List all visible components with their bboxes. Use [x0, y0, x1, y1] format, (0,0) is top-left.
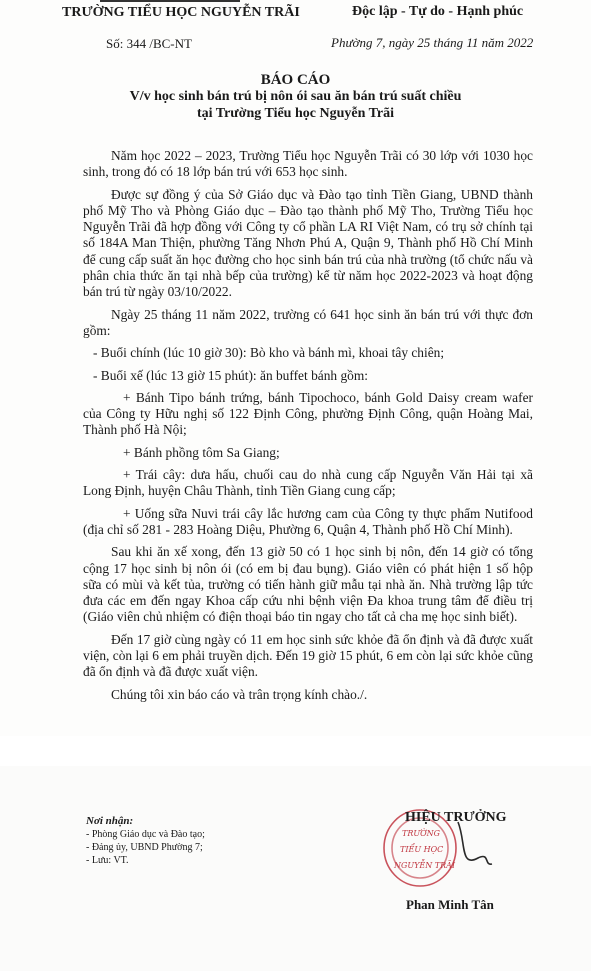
paragraph-milk: + Uống sữa Nuvi trái cây lắc hương cam của Công ty thực phẩm Nutifood (địa chỉ số 281 - 283 Hoàng Diệu, Phường 6, Quận 4, Thành phố Hồ Chí Minh). [83, 505, 533, 537]
paragraph-cakes: + Bánh Tipo bánh trứng, bánh Tipochoco, bánh Gold Daisy cream wafer của Công ty Hữu nghị số 122 Định Công, phường Định Công, quận Hoàng Mai, Thành phố Hà Nội; [83, 389, 533, 438]
paragraph-snack-meal: - Buổi xế (lúc 13 giờ 15 phút): ăn buffet bánh gồm: [93, 367, 368, 383]
paragraph-overview: Năm học 2022 – 2023, Trường Tiểu học Nguyễn Trãi có 30 lớp với 1030 học sinh, trong đó có 18 lớp bán trú với 653 học sinh. [83, 148, 533, 180]
document-page-2 [0, 766, 591, 971]
document-title: BÁO CÁO [260, 72, 331, 88]
stamp-line-3: NGUYỄN TRÃI [394, 861, 456, 870]
recipients-heading: Nơi nhận: [86, 815, 134, 827]
signatory-title: HIỆU TRƯỞNG [405, 810, 507, 825]
recipients-block [86, 815, 205, 867]
document-subject-line-1: V/v học sinh bán trú bị nôn ói sau ăn bán trú suất chiều [129, 89, 462, 104]
recipient-item: - Lưu: VT. [86, 855, 129, 866]
paragraph-shrimp-chips: + Bánh phồng tôm Sa Giang; [123, 444, 280, 460]
report-body [83, 148, 533, 709]
paragraph-main-meal: - Buổi chính (lúc 10 giờ 30): Bò kho và bánh mì, khoai tây chiên; [93, 345, 445, 361]
document-date: Phường 7, ngày 25 tháng 11 năm 2022 [331, 35, 534, 50]
paragraph-closing: Chúng tôi xin báo cáo và trân trọng kính chào./. [111, 686, 368, 702]
recipient-item: - Phòng Giáo dục và Đào tạo; [86, 829, 205, 840]
signatory-name: Phan Minh Tân [406, 897, 494, 912]
school-name: TRƯỜNG TIỂU HỌC NGUYỄN TRÃI [62, 5, 300, 20]
paragraph-contract: Được sự đồng ý của Sở Giáo dục và Đào tạo tỉnh Tiền Giang, UBND thành phố Mỹ Tho và Phòng Giáo dục – Đào tạo thành phố Mỹ Tho, Trường Tiểu học Nguyễn Trãi đã hợp đồng với Công ty cổ phần LA RI Việt Nam, có trụ sở chính tại số 184A Man Thiện, phường Tăng Nhơn Phú A, Quận 9, Thành phố Hồ Chí Minh để cung cấp suất ăn học đường cho học sinh bán trú của nhà trường (tổ chức nấu và phân chia thức ăn tại nhà bếp của trường) kể từ năm học 2022-2023 và hoạt động bán trú từ ngày 03/10/2022. [83, 186, 533, 300]
stamp-line-1: TRƯỜNG [402, 829, 441, 838]
national-motto: Độc lập - Tự do - Hạnh phúc [352, 4, 524, 19]
document-number: Số: 344 /BC-NT [106, 36, 192, 51]
paragraph-menu-intro: Ngày 25 tháng 11 năm 2022, trường có 641 học sinh ăn bán trú với thực đơn gồm: [83, 306, 533, 338]
paragraph-fruit: + Trái cây: dưa hấu, chuối cau do nhà cung cấp Nguyễn Văn Hải tại xã Long Định, huyện Châu Thành, tỉnh Tiền Giang cung cấp; [83, 467, 533, 499]
paragraph-outcome: Đến 17 giờ cùng ngày có 11 em học sinh sức khỏe đã ổn định và đã được xuất viện, còn lại 6 em phải truyền dịch. Đến 19 giờ 15 phút, 6 em còn lại sức khỏe cũng đã ổn định và đã được xuất viện. [83, 631, 533, 680]
header-rule [100, 0, 240, 2]
paragraph-incident: Sau khi ăn xế xong, đến 13 giờ 50 có 1 học sinh bị nôn, đến 14 giờ có tổng cộng 17 học sinh bị nôn ói (có em bị đau bụng). Giáo viên có phát hiện 1 số hộp sữa có mùi và kết tủa, trường có tiến hành giữ mẫu tại nhà ăn. Nhà trường lập tức đưa các em đến ngay Khoa cấp cứu nhi bệnh viện Đa khoa trung tâm để điều trị (Giáo viên chủ nhiệm có điện thoại báo tin ngay cho tất cả cha mẹ học sinh biết). [83, 544, 533, 625]
document-subject-line-2: tại Trường Tiểu học Nguyễn Trãi [196, 106, 395, 121]
page-gap [0, 736, 591, 766]
stamp-line-2: TIỂU HỌC [400, 845, 444, 854]
recipient-item: - Đảng ủy, UBND Phường 7; [86, 842, 203, 853]
signature-scribble [458, 822, 492, 864]
